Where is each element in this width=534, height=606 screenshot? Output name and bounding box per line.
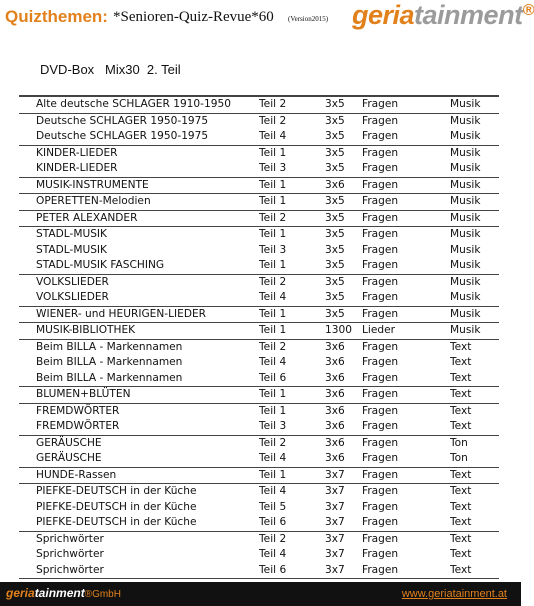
table-row (19, 435, 499, 452)
table-row (19, 563, 499, 579)
media-cell: Musik (450, 178, 481, 191)
footer-logo (6, 586, 121, 600)
registered-mark: ® (522, 2, 534, 19)
logo-part-tainment: tainment (414, 0, 523, 30)
type-cell: Fragen (362, 243, 399, 256)
table-row (19, 483, 499, 500)
count-cell: 3x5 (325, 146, 345, 159)
page-footer (0, 582, 521, 606)
part-cell: Teil 1 (259, 146, 287, 159)
type-cell: Fragen (362, 356, 399, 368)
part-cell: Teil 1 (259, 178, 287, 191)
type-cell: Fragen (362, 178, 399, 191)
table-row (19, 547, 499, 563)
count-cell: 3x5 (325, 259, 345, 271)
media-cell: Ton (450, 436, 468, 449)
table-row (19, 226, 499, 243)
count-cell: 3x5 (325, 291, 345, 303)
count-cell: 3x5 (325, 307, 345, 320)
count-cell: 3x6 (325, 340, 345, 353)
count-cell: 3x7 (325, 548, 345, 560)
media-cell: Text (450, 516, 472, 528)
table-row (19, 177, 499, 194)
table-row (19, 193, 499, 210)
type-cell: Fragen (362, 307, 399, 320)
count-cell: 3x5 (325, 275, 345, 288)
page-subtitle: DVD-Box Mix30 2. Teil (40, 62, 181, 77)
type-cell: Fragen (362, 291, 399, 303)
part-cell: Teil 3 (259, 162, 287, 174)
part-cell: Teil 1 (259, 388, 287, 400)
media-cell: Text (450, 468, 472, 481)
media-cell: Musik (450, 228, 481, 240)
type-cell: Fragen (362, 468, 399, 481)
type-cell: Fragen (362, 114, 399, 127)
count-cell: 3x6 (325, 371, 345, 384)
media-cell: Musik (450, 195, 481, 207)
media-cell: Text (450, 371, 472, 384)
topic-cell: MUSIK-INSTRUMENTE (36, 178, 149, 191)
table-row (19, 258, 499, 274)
part-cell: Teil 6 (259, 371, 287, 384)
media-cell: Musik (450, 211, 481, 224)
count-cell: 3x6 (325, 452, 345, 464)
part-cell: Teil 4 (259, 452, 287, 464)
media-cell: Musik (450, 275, 481, 288)
table-row (19, 386, 499, 403)
part-cell: Teil 2 (259, 532, 287, 545)
quiz-title: *Senioren-Quiz-Revue*60 (113, 9, 274, 25)
table-row (19, 129, 499, 145)
topic-cell: BLUMEN+BLÜTEN (36, 388, 131, 400)
type-cell: Fragen (362, 485, 399, 497)
part-cell: Teil 2 (259, 211, 287, 224)
part-cell: Teil 2 (259, 98, 287, 110)
count-cell: 3x5 (325, 98, 345, 110)
type-cell: Fragen (362, 162, 399, 174)
count-cell: 3x7 (325, 563, 345, 576)
table-row (19, 515, 499, 531)
topic-cell: PIEFKE-DEUTSCH in der Küche (36, 516, 197, 528)
media-cell: Musik (450, 130, 481, 142)
type-cell: Fragen (362, 516, 399, 528)
type-cell: Fragen (362, 371, 399, 384)
table-row (19, 371, 499, 387)
part-cell: Teil 4 (259, 291, 287, 303)
media-cell: Text (450, 388, 472, 400)
part-cell: Teil 1 (259, 404, 287, 417)
topic-cell: STADL-MUSIK (36, 228, 108, 240)
count-cell: 3x7 (325, 468, 345, 481)
part-cell: Teil 1 (259, 259, 287, 271)
table-row (19, 161, 499, 177)
topic-cell: VOLKSLIEDER (36, 291, 109, 303)
count-cell: 3x6 (325, 178, 345, 191)
table-row (19, 306, 499, 323)
type-cell: Fragen (362, 388, 399, 400)
media-cell: Text (450, 356, 472, 368)
topic-cell: Sprichwörter (36, 563, 104, 576)
media-cell: Musik (450, 162, 481, 174)
type-cell: Fragen (362, 500, 399, 513)
media-cell: Musik (450, 146, 481, 159)
topic-cell: STADL-MUSIK FASCHING (36, 259, 165, 271)
topic-cell: Beim BILLA - Markennamen (36, 340, 183, 353)
count-cell: 3x5 (325, 130, 345, 142)
topic-cell: PIEFKE-DEUTSCH in der Küche (36, 500, 197, 513)
footer-logo-gmbh: ®GmbH (84, 589, 121, 600)
type-cell: Fragen (362, 146, 399, 159)
type-cell: Fragen (362, 548, 399, 560)
count-cell: 3x5 (325, 211, 345, 224)
part-cell: Teil 2 (259, 275, 287, 288)
count-cell: 3x5 (325, 114, 345, 127)
count-cell: 3x7 (325, 485, 345, 497)
website-link[interactable]: www.geriatainment.at (401, 588, 507, 600)
type-cell: Lieder (362, 324, 395, 336)
type-cell: Fragen (362, 532, 399, 545)
media-cell: Musik (450, 114, 481, 127)
type-cell: Fragen (362, 563, 399, 576)
type-cell: Fragen (362, 195, 399, 207)
count-cell: 3x5 (325, 162, 345, 174)
topic-cell: FREMDWÖRTER (36, 404, 120, 417)
table-row (19, 322, 499, 339)
media-cell: Ton (450, 452, 468, 464)
media-cell: Text (450, 340, 472, 353)
part-cell: Teil 4 (259, 130, 287, 142)
page-header (0, 0, 534, 34)
type-cell: Fragen (362, 98, 399, 110)
type-cell: Fragen (362, 420, 399, 432)
logo-part-geria: geria (352, 0, 415, 30)
table-row (19, 403, 499, 420)
media-cell: Text (450, 404, 472, 417)
type-cell: Fragen (362, 404, 399, 417)
table-row (19, 355, 499, 371)
topic-cell: KINDER-LIEDER (36, 162, 118, 174)
part-cell: Teil 2 (259, 114, 287, 127)
type-cell: Fragen (362, 228, 399, 240)
part-cell: Teil 1 (259, 324, 287, 336)
topic-cell: WIENER- und HEURIGEN-LIEDER (36, 307, 207, 320)
part-cell: Teil 4 (259, 356, 287, 368)
table-row (19, 243, 499, 259)
table-row (19, 145, 499, 162)
type-cell: Fragen (362, 275, 399, 288)
topic-cell: Alte deutsche SCHLAGER 1910-1950 (36, 98, 231, 110)
part-cell: Teil 3 (259, 243, 287, 256)
topic-cell: GERÄUSCHE (36, 452, 102, 464)
footer-logo-geria: geria (6, 586, 35, 600)
count-cell: 3x6 (325, 404, 345, 417)
topic-cell: MUSIK-BIBLIOTHEK (36, 324, 136, 336)
media-cell: Text (450, 532, 472, 545)
media-cell: Musik (450, 98, 481, 110)
media-cell: Text (450, 563, 472, 576)
topic-cell: Sprichwörter (36, 548, 104, 560)
part-cell: Teil 6 (259, 516, 287, 528)
type-cell: Fragen (362, 340, 399, 353)
type-cell: Fragen (362, 452, 399, 464)
count-cell: 3x7 (325, 532, 345, 545)
topic-cell: GERÄUSCHE (36, 436, 102, 449)
media-cell: Musik (450, 291, 481, 303)
table-row (19, 97, 499, 113)
quiz-topic-table (19, 95, 499, 579)
quiz-label: Quizthemen: (5, 7, 108, 26)
type-cell: Fragen (362, 211, 399, 224)
topic-cell: Deutsche SCHLAGER 1950-1975 (36, 130, 209, 142)
media-cell: Text (450, 548, 472, 560)
topic-cell: HUNDE-Rassen (36, 468, 117, 481)
part-cell: Teil 1 (259, 228, 287, 240)
topic-cell: STADL-MUSIK (36, 243, 108, 256)
table-row (19, 500, 499, 516)
topic-cell: KINDER-LIEDER (36, 146, 118, 159)
table-bottom-rule (19, 578, 499, 579)
topic-cell: VOLKSLIEDER (36, 275, 109, 288)
media-cell: Text (450, 420, 472, 432)
table-row (19, 290, 499, 306)
topic-cell: Beim BILLA - Markennamen (36, 371, 183, 384)
topic-cell: OPERETTEN-Melodien (36, 195, 151, 207)
table-row (19, 467, 499, 484)
count-cell: 3x6 (325, 388, 345, 400)
part-cell: Teil 1 (259, 468, 287, 481)
count-cell: 3x5 (325, 243, 345, 256)
part-cell: Teil 3 (259, 420, 287, 432)
media-cell: Text (450, 500, 472, 513)
part-cell: Teil 2 (259, 340, 287, 353)
media-cell: Musik (450, 324, 481, 336)
table-row (19, 419, 499, 435)
count-cell: 3x5 (325, 228, 345, 240)
part-cell: Teil 4 (259, 485, 287, 497)
count-cell: 3x6 (325, 436, 345, 449)
table-row (19, 451, 499, 467)
type-cell: Fragen (362, 436, 399, 449)
count-cell: 3x7 (325, 516, 345, 528)
count-cell: 1300 (325, 324, 352, 336)
table-row (19, 274, 499, 291)
media-cell: Text (450, 485, 472, 497)
type-cell: Fragen (362, 130, 399, 142)
topic-cell: Beim BILLA - Markennamen (36, 356, 183, 368)
topic-cell: PETER ALEXANDER (36, 211, 138, 224)
part-cell: Teil 2 (259, 436, 287, 449)
media-cell: Musik (450, 243, 481, 256)
topic-cell: PIEFKE-DEUTSCH in der Küche (36, 485, 197, 497)
part-cell: Teil 6 (259, 563, 287, 576)
footer-logo-tainment: tainment (34, 586, 85, 600)
version-label: (Version2015) (288, 15, 329, 23)
table-row (19, 531, 499, 548)
topic-cell: Sprichwörter (36, 532, 104, 545)
part-cell: Teil 4 (259, 548, 287, 560)
part-cell: Teil 1 (259, 195, 287, 207)
table-row (19, 210, 499, 227)
table-row (19, 339, 499, 356)
part-cell: Teil 1 (259, 307, 287, 320)
count-cell: 3x6 (325, 420, 345, 432)
topic-cell: FREMDWÖRTER (36, 420, 120, 432)
table-row (19, 113, 499, 130)
count-cell: 3x6 (325, 356, 345, 368)
media-cell: Musik (450, 259, 481, 271)
topic-cell: Deutsche SCHLAGER 1950-1975 (36, 114, 209, 127)
count-cell: 3x5 (325, 195, 345, 207)
media-cell: Musik (450, 307, 481, 320)
type-cell: Fragen (362, 259, 399, 271)
count-cell: 3x7 (325, 500, 345, 513)
part-cell: Teil 5 (259, 500, 287, 513)
geriatainment-logo (352, 0, 534, 31)
